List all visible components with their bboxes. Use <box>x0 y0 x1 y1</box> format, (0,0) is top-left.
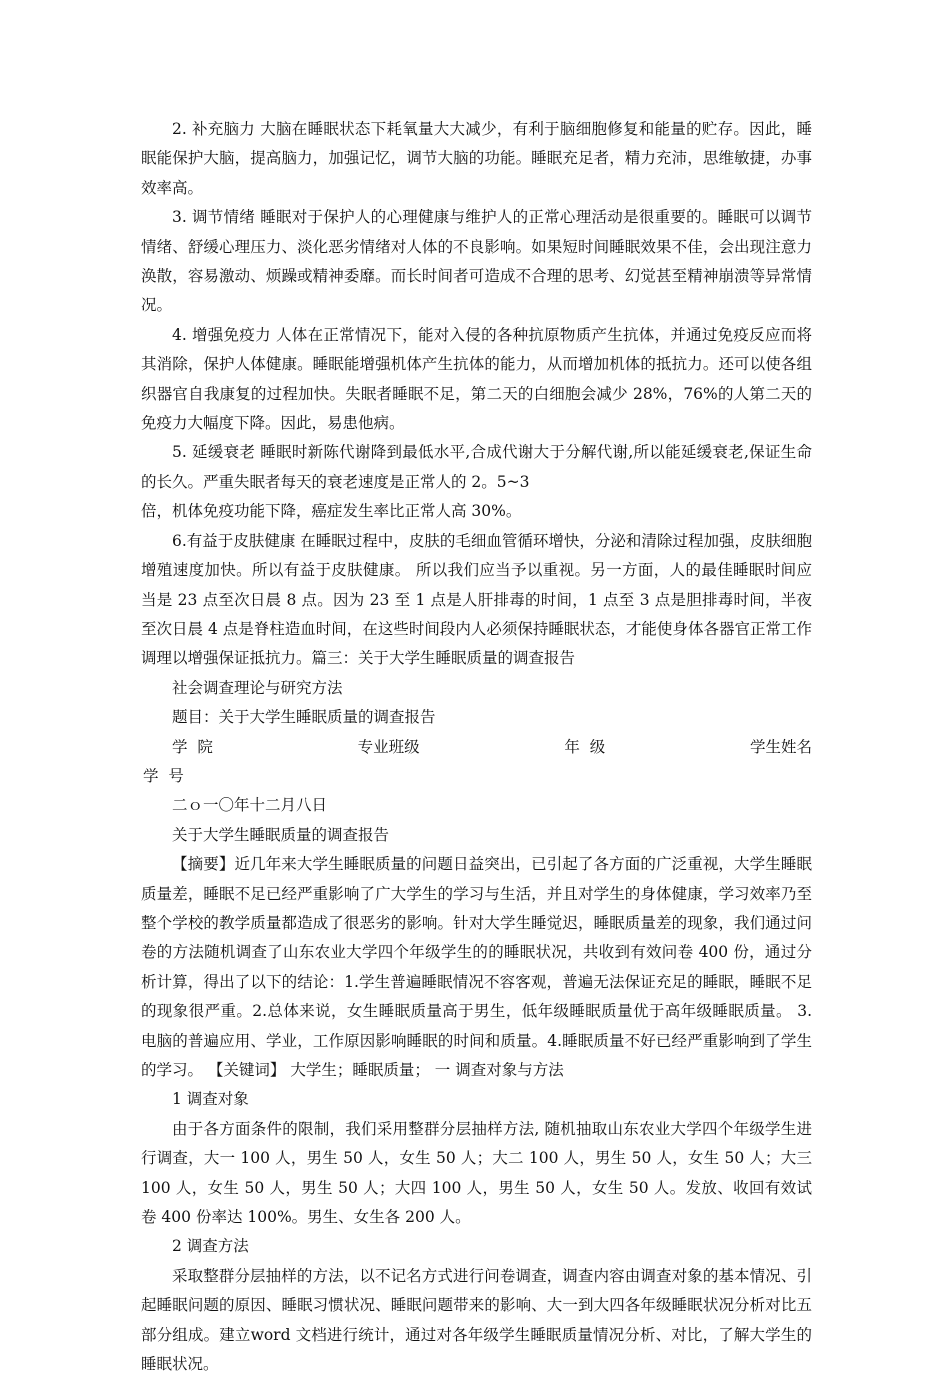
section-heading-subjects: 1 调查对象 <box>172 1090 249 1109</box>
meta-grade: 年 级 <box>564 737 606 756</box>
report-topic: 题目：关于大学生睡眠质量的调查报告 <box>172 708 436 727</box>
paragraph-emotion: 3. 调节情绪 睡眠对于保护人的心理健康与维护人的正常心理活动是很重要的。睡眠可以调节情绪、舒缓心理压力、淡化恶劣情绪对人体的不良影响。如果短时间睡眠效果不佳，会出现注意力涣散，容易激动、烦躁或精神委靡。而长时间者可造成不合理的思考、幻觉甚至精神崩溃等异常情况。 <box>141 208 812 315</box>
paragraph-immunity: 4. 增强免疫力 人体在正常情况下，能对入侵的各种抗原物质产生抗体，并通过免疫反应而将其消除，保护人体健康。睡眠能增强机体产生抗体的能力，从而增加机体的抵抗力。还可以使各组织器官自我康复的过程加快。失眠者睡眠不足，第二天的白细胞会减少 28%，76%的人第二天的免疫力大幅度下降。因此，易患他病。 <box>141 325 812 433</box>
meta-id: 学 号 <box>143 766 184 785</box>
paragraph-aging-cont: 倍，机体免疫功能下降，癌症发生率比正常人高 30%。 <box>141 502 522 521</box>
abstract-paragraph: 【摘要】近几年来大学生睡眠质量的问题日益突出，已引起了各方面的广泛重视，大学生睡眠质量差，睡眠不足已经严重影响了广大学生的学习与生活，并且对学生的身体健康，学习效率乃至整个学校的教学质量都造成了很恶劣的影响。针对大学生睡觉迟，睡眠质量差的现象，我们通过问卷的方法随机调查了山东农业大学四个年级学生的的睡眠状况，共收到有效问卷 400 份，通过分析计算，得出了以下的结论：1.学生普遍睡眠情况不容客观，普遍无法保证充足的睡眠，睡眠不足的现象很严重。2.总体来说，女生睡眠质量高于男生，低年级睡眠质量优于高年级睡眠质量。 3. 电脑的普遍应用、学业，工作原因影响睡眠的时间和质量。4.睡眠质量不好已经严重影响到了学生的学习。 【关键词】 大学生；睡眠质量； 一 调查对象与方法 <box>141 855 812 1079</box>
meta-class: 专业班级 <box>357 737 420 756</box>
section-heading-method: 2 调查方法 <box>172 1237 249 1256</box>
section-subjects-body: 由于各方面条件的限制，我们采用整群分层抽样方法, 随机抽取山东农业大学四个年级学生进行调查，大一 100 人，男生 50 人，女生 50 人；大二 100 人，男生 50 人，女生 50 人；大三 100 人，女生 50 人，男生 50 人；大四 100 人，男生 50 人，女生 50 人。发放、收回有效试卷 400 份率达 100%。男生、女生各 200 人。 <box>141 1119 812 1227</box>
section-method-body: 采取整群分层抽样的方法，以不记名方式进行问卷调查，调查内容由调查对象的基本情况、引起睡眠问题的原因、睡眠习惯状况、睡眠问题带来的影响、大一到大四各年级睡眠状况分析对比五部分组成。建立word 文档进行统计，通过对各年级学生睡眠质量情况分析、对比，了解大学生的睡眠状况。 <box>141 1266 812 1374</box>
report-date: 二ｏ一〇年十二月八日 <box>172 796 328 815</box>
meta-college: 学 院 <box>172 737 213 756</box>
paragraph-brain: 2. 补充脑力 大脑在睡眠状态下耗氧量大大减少，有利于脑细胞修复和能量的贮存。因此，睡眠能保护大脑，提高脑力，加强记忆，调节大脑的功能。睡眠充足者，精力充沛，思维敏捷，办事效率高。 <box>141 120 812 197</box>
document-body <box>141 115 812 1379</box>
cover-meta-row <box>141 733 812 762</box>
paragraph-skin: 6.有益于皮肤健康 在睡眠过程中，皮肤的毛细血管循环增快，分泌和清除过程加强，皮肤细胞增殖速度加快。所以有益于皮肤健康。 所以我们应当予以重视。另一方面，人的最佳睡眠时间应当是 23 点至次日晨 8 点。因为 23 至 1 点是人肝排毒的时间，1 点至 3 点是胆排毒时间，半夜至次日晨 4 点是脊柱造血时间，在这些时间段内人必须保持睡眠状态，才能使身体各器官正常工作调理以增强保证抵抗力。篇三：关于大学生睡眠质量的调查报告 <box>141 531 812 668</box>
course-title: 社会调查理论与研究方法 <box>172 678 343 697</box>
paragraph-aging: 5. 延缓衰老 睡眠时新陈代谢降到最低水平,合成代谢大于分解代谢,所以能延缓衰老,保证生命的长久。严重失眠者每天的衰老速度是正常人的 2。5~3 <box>141 443 812 491</box>
report-title: 关于大学生睡眠质量的调查报告 <box>172 825 390 844</box>
meta-name: 学生姓名 <box>749 737 812 756</box>
